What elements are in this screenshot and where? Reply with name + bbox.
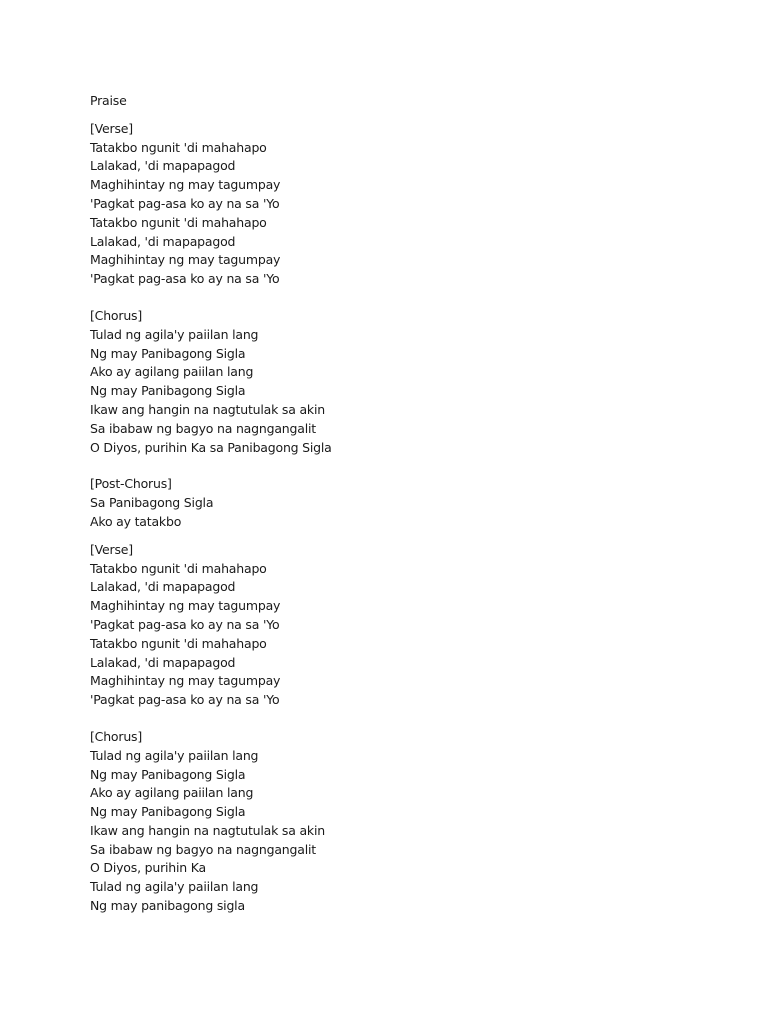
lyric-line: Tatakbo ngunit 'di mahahapo [90, 560, 267, 576]
lyric-line: Maghihintay ng may tagumpay [90, 177, 281, 193]
document-page [90, 92, 710, 916]
lyric-line: Lalakad, 'di mapapagod [90, 654, 236, 670]
lyric-line: 'Pagkat pag-asa ko ay na sa 'Yo [90, 616, 280, 632]
section-chorus-2 [90, 728, 710, 916]
lyric-line: Tatakbo ngunit 'di mahahapo [90, 139, 267, 155]
lyric-line: Ng may Panibagong Sigla [90, 766, 246, 782]
lyric-line: Ikaw ang hangin na nagtutulak sa akin [90, 822, 325, 838]
paragraph-gap [90, 710, 710, 728]
lyric-line: Lalakad, 'di mapapagod [90, 158, 236, 174]
lyric-line: Tulad ng agila'y paiilan lang [90, 326, 259, 342]
lyric-line: 'Pagkat pag-asa ko ay na sa 'Yo [90, 692, 280, 708]
lyric-line: Ako ay agilang paiilan lang [90, 364, 254, 380]
lyric-line: Tatakbo ngunit 'di mahahapo [90, 214, 267, 230]
lyric-line: Ng may Panibagong Sigla [90, 383, 246, 399]
section-label: [Verse] [90, 541, 133, 557]
lyric-line: Ikaw ang hangin na nagtutulak sa akin [90, 401, 325, 417]
section-label: [Chorus] [90, 728, 143, 744]
lyric-line: Tatakbo ngunit 'di mahahapo [90, 635, 267, 651]
lyric-line: Maghihintay ng may tagumpay [90, 252, 281, 268]
section-post-chorus [90, 475, 710, 531]
lyric-line: Ako ay agilang paiilan lang [90, 785, 254, 801]
lyric-line: Maghihintay ng may tagumpay [90, 673, 281, 689]
section-verse-2 [90, 541, 710, 710]
lyric-line: Sa Panibagong Sigla [90, 495, 214, 511]
lyric-line: Ng may Panibagong Sigla [90, 345, 246, 361]
lyric-line: Ako ay tatakbo [90, 513, 182, 529]
section-label: [Post-Chorus] [90, 476, 172, 492]
document-title: Praise [90, 93, 127, 108]
section-label: [Chorus] [90, 307, 143, 323]
lyric-line: Tulad ng agila'y paiilan lang [90, 879, 259, 895]
lyric-line: Sa ibabaw ng bagyo na nagngangalit [90, 420, 316, 436]
paragraph-gap [90, 532, 710, 541]
lyric-line: Lalakad, 'di mapapagod [90, 233, 236, 249]
lyric-line: 'Pagkat pag-asa ko ay na sa 'Yo [90, 195, 280, 211]
lyric-line: O Diyos, purihin Ka [90, 860, 207, 876]
lyric-line: Sa ibabaw ng bagyo na nagngangalit [90, 841, 316, 857]
lyric-line: Tulad ng agila'y paiilan lang [90, 747, 259, 763]
section-verse-1 [90, 120, 710, 289]
lyric-line: Ng may Panibagong Sigla [90, 804, 246, 820]
lyric-line: Lalakad, 'di mapapagod [90, 579, 236, 595]
section-label: [Verse] [90, 120, 133, 136]
lyric-line: O Diyos, purihin Ka sa Panibagong Sigla [90, 439, 332, 455]
lyric-line: Maghihintay ng may tagumpay [90, 598, 281, 614]
section-chorus-1 [90, 307, 710, 457]
paragraph-gap [90, 289, 710, 307]
paragraph-gap [90, 457, 710, 475]
lyric-line: 'Pagkat pag-asa ko ay na sa 'Yo [90, 271, 280, 287]
lyric-line: Ng may panibagong sigla [90, 898, 245, 914]
